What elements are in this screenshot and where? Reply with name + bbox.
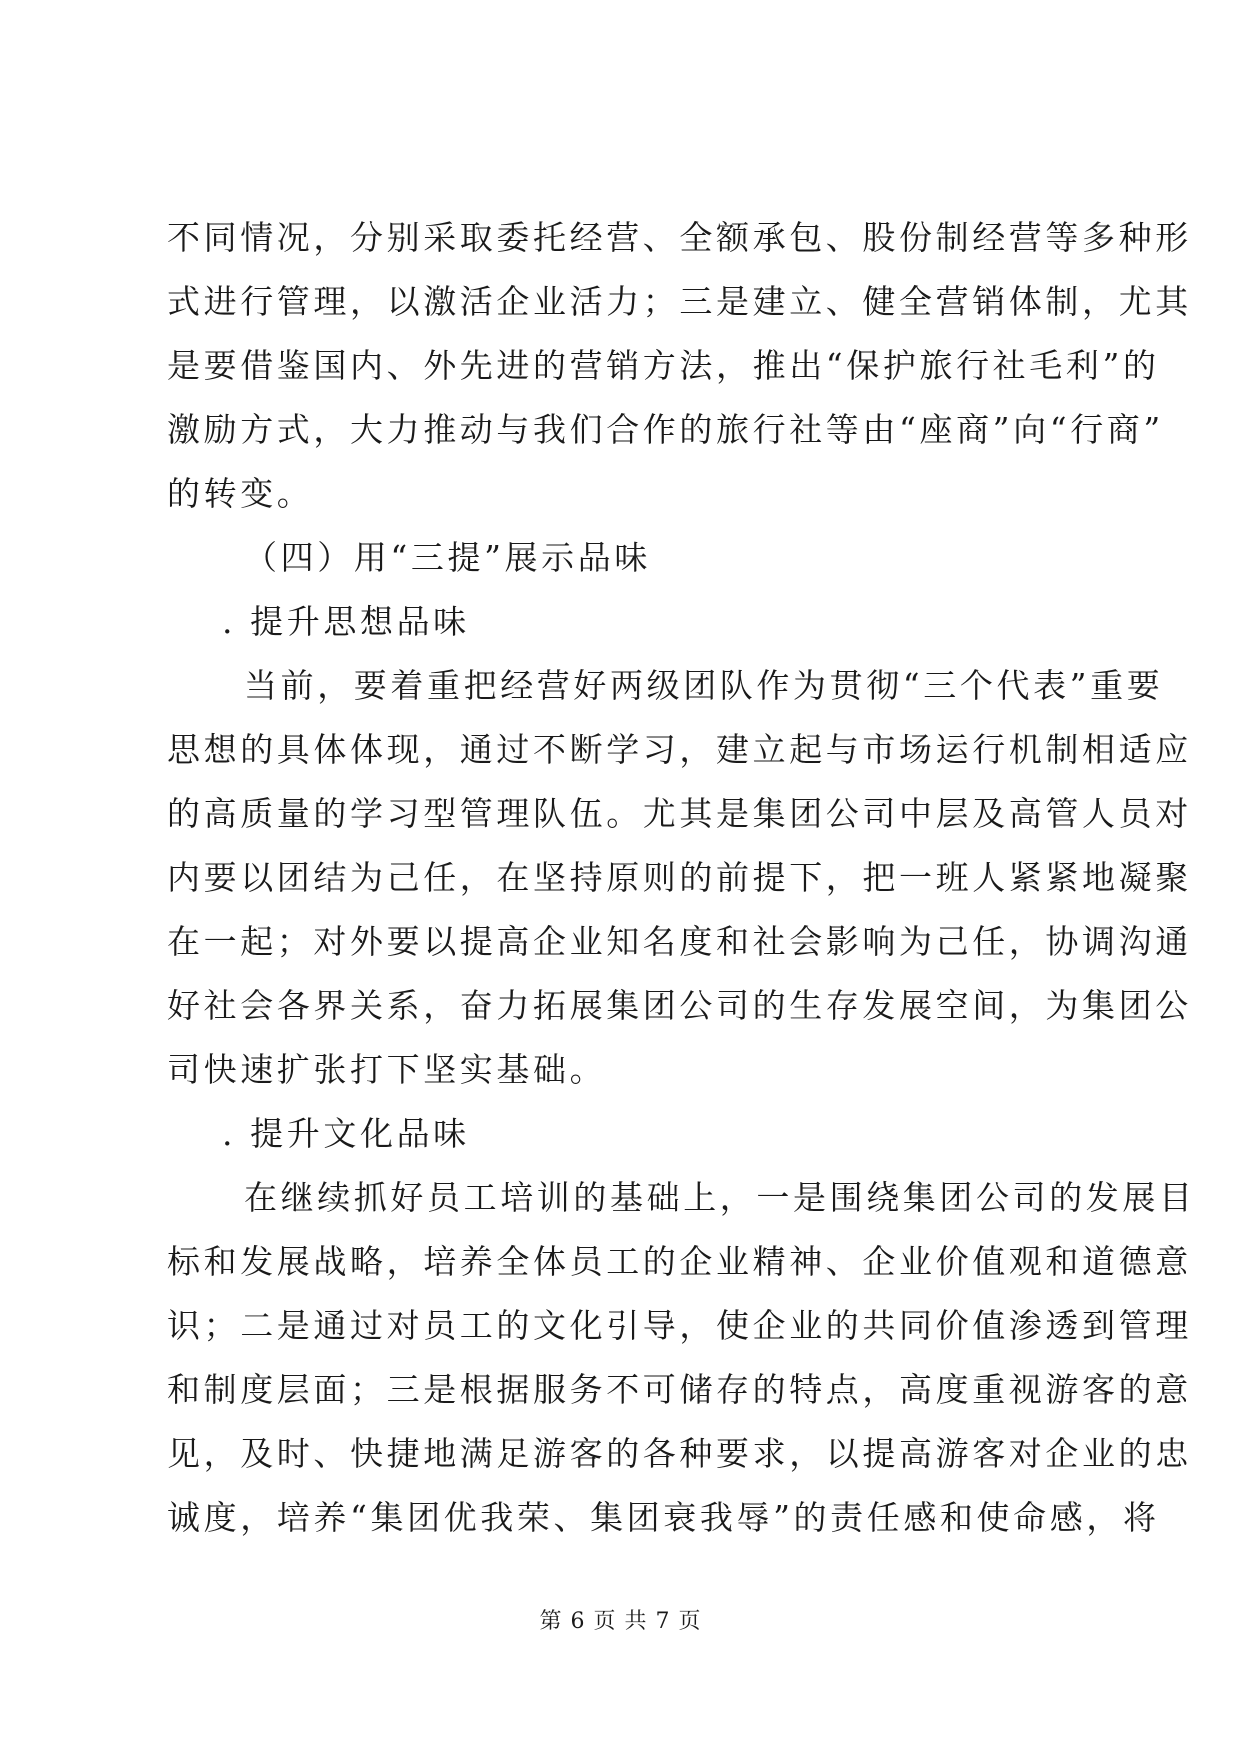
paragraph-line: 不同情况，分别采取委托经营、全额承包、股份制经营等多种形	[167, 218, 1192, 257]
paragraph-line: 识；二是通过对员工的文化引导，使企业的共同价值渗透到管理	[167, 1306, 1192, 1345]
subsection-heading: . 提升文化品味	[222, 1114, 470, 1153]
paragraph-line: 的高质量的学习型管理队伍。尤其是集团公司中层及高管人员对	[167, 794, 1192, 833]
paragraph-line: 内要以团结为己任，在坚持原则的前提下，把一班人紧紧地凝聚	[167, 858, 1192, 897]
paragraph-line: 标和发展战略，培养全体员工的企业精神、企业价值观和道德意	[167, 1242, 1192, 1281]
paragraph-line: 思想的具体体现，通过不断学习，建立起与市场运行机制相适应	[167, 730, 1192, 769]
page-number-footer: 第 6 页 共 7 页	[539, 1609, 702, 1634]
paragraph-line: 当前，要着重把经营好两级团队作为贯彻“三个代表”重要	[244, 666, 1164, 705]
paragraph-line: 司快速扩张打下坚实基础。	[167, 1050, 607, 1089]
paragraph-line: 激励方式，大力推动与我们合作的旅行社等由“座商”向“行商”	[167, 410, 1164, 449]
paragraph-line: 是要借鉴国内、外先进的营销方法，推出“保护旅行社毛利”的	[167, 346, 1160, 385]
paragraph-line: 在一起；对外要以提高企业知名度和社会影响为己任，协调沟通	[167, 922, 1192, 961]
paragraph-line: 见，及时、快捷地满足游客的各种要求，以提高游客对企业的忠	[167, 1434, 1192, 1473]
section-heading: （四）用“三提”展示品味	[244, 538, 651, 577]
paragraph-line: 诚度，培养“集团优我荣、集团衰我辱”的责任感和使命感，将	[167, 1498, 1160, 1537]
paragraph-line: 的转变。	[167, 474, 314, 513]
paragraph-line: 好社会各界关系，奋力拓展集团公司的生存发展空间，为集团公	[167, 986, 1192, 1025]
paragraph-line: 式进行管理，以激活企业活力；三是建立、健全营销体制，尤其	[167, 282, 1192, 321]
subsection-heading: . 提升思想品味	[222, 602, 470, 641]
paragraph-line: 在继续抓好员工培训的基础上，一是围绕集团公司的发展目	[244, 1178, 1196, 1217]
paragraph-line: 和制度层面；三是根据服务不可储存的特点，高度重视游客的意	[167, 1370, 1192, 1409]
